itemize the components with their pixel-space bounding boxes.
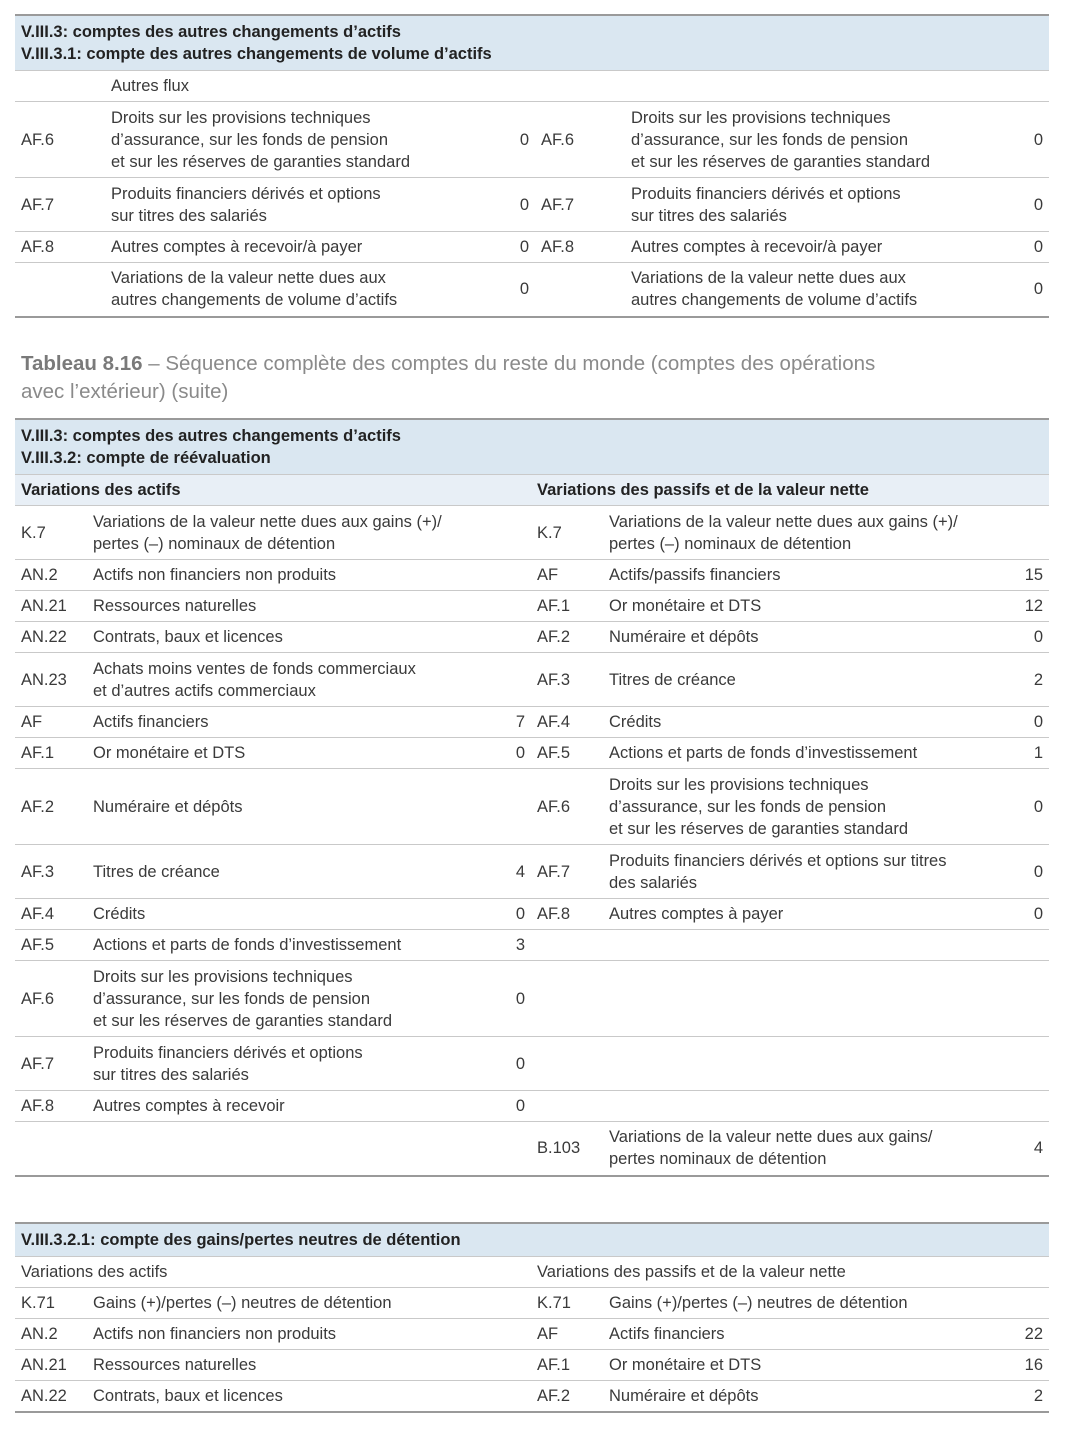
label-line: Contrats, baux et licences: [93, 628, 283, 646]
table-row: [15, 845, 1049, 899]
section-title: [15, 1223, 1049, 1257]
right-value: 0: [945, 178, 1049, 232]
other-flows-row: [15, 71, 1049, 102]
left-value: 0: [425, 232, 535, 263]
right-value: 0: [1009, 622, 1049, 653]
right-label: [603, 1319, 1009, 1350]
right-value: 4: [1009, 1122, 1049, 1176]
right-code: AF: [531, 560, 603, 591]
right-value: 0: [1009, 845, 1049, 899]
right-label: [603, 961, 1009, 1037]
label-line: pertes nominaux de détention: [609, 1150, 827, 1169]
label-line: Variations de la valeur nette dues aux gains (+)/: [93, 512, 442, 531]
label-line: Or monétaire et DTS: [609, 1356, 762, 1374]
label-line: Actifs financiers: [609, 1325, 725, 1343]
left-label: [87, 1037, 493, 1091]
left-code: [15, 263, 105, 317]
right-value: 0: [945, 263, 1049, 317]
left-value: 0: [425, 102, 535, 178]
left-label: [87, 961, 493, 1037]
revaluation-table: [15, 418, 1049, 1177]
label-line: pertes (–) nominaux de détention: [609, 534, 852, 553]
table-row: [15, 232, 1049, 263]
left-code: AN.21: [15, 591, 87, 622]
right-code: AF.7: [535, 178, 625, 232]
right-label: [603, 707, 1009, 738]
left-label: [87, 899, 493, 930]
label-line: Variations de la valeur nette dues aux gains (+)/: [609, 512, 958, 531]
left-value: [493, 1319, 531, 1350]
left-value: [493, 1288, 531, 1319]
right-label: [625, 232, 945, 263]
left-value: [493, 1122, 531, 1176]
empty-cell: [15, 71, 105, 102]
left-label: [87, 1319, 493, 1350]
label-line: Titres de créance: [93, 862, 220, 881]
label-line: pertes (–) nominaux de détention: [93, 534, 336, 553]
label-line: autres changements de volume d’actifs: [111, 291, 398, 310]
section-title-line: V.III.3.1: compte des autres changements de volume d’actifs: [21, 45, 492, 63]
left-value: 0: [493, 738, 531, 769]
left-label: [105, 263, 425, 317]
table-row: [15, 178, 1049, 232]
left-code: AF.8: [15, 232, 105, 263]
right-value: [1009, 961, 1049, 1037]
left-label: [87, 1288, 493, 1319]
left-label: [87, 845, 493, 899]
right-label: [603, 1122, 1009, 1176]
label-line: et sur les réserves de garanties standard: [111, 152, 410, 171]
right-code: AF.4: [531, 707, 603, 738]
left-value: [493, 653, 531, 707]
label-line: Autres comptes à recevoir/à payer: [631, 238, 883, 256]
left-label: [87, 1350, 493, 1381]
label-line: Actifs financiers: [93, 713, 209, 731]
right-label: [603, 622, 1009, 653]
right-code: [531, 1091, 603, 1122]
left-code: AF.6: [15, 961, 87, 1037]
left-value: 3: [493, 930, 531, 961]
left-value: 0: [493, 961, 531, 1037]
left-value: [493, 622, 531, 653]
left-value: [493, 769, 531, 845]
left-value: 4: [493, 845, 531, 899]
right-label: [603, 1037, 1009, 1091]
label-line: Droits sur les provisions techniques: [93, 967, 353, 986]
left-code: AN.2: [15, 1319, 87, 1350]
left-label: [87, 1122, 493, 1176]
right-code: AF: [531, 1319, 603, 1350]
left-code: AN.2: [15, 560, 87, 591]
right-label: [603, 845, 1009, 899]
volume-changes-table: [15, 14, 1049, 318]
label-line: Droits sur les provisions techniques: [609, 775, 869, 794]
left-value: [493, 560, 531, 591]
left-label: [105, 232, 425, 263]
label-line: Autres comptes à recevoir: [93, 1097, 285, 1115]
column-header-row: [15, 1257, 1049, 1288]
right-label: [603, 591, 1009, 622]
table-row: [15, 263, 1049, 317]
right-code: AF.1: [531, 1350, 603, 1381]
right-label: [603, 930, 1009, 961]
right-value: 0: [1009, 899, 1049, 930]
right-code: AF.2: [531, 1381, 603, 1412]
left-code: AF.1: [15, 738, 87, 769]
left-code: AN.22: [15, 1381, 87, 1412]
right-code: AF.8: [531, 899, 603, 930]
label-line: Numéraire et dépôts: [609, 1386, 759, 1405]
left-code: AF.6: [15, 102, 105, 178]
left-code: AF.2: [15, 769, 87, 845]
neutral-gains-table: [15, 1222, 1049, 1413]
right-value: 0: [1009, 707, 1049, 738]
label-line: Actifs/passifs financiers: [609, 566, 781, 584]
label-line: Variations de la valeur nette dues aux: [631, 269, 906, 288]
right-code: AF.7: [531, 845, 603, 899]
label-line: et sur les réserves de garanties standard: [609, 819, 908, 838]
right-column-header: Variations des passifs et de la valeur nette: [531, 475, 1049, 506]
table-row: [15, 506, 1049, 560]
label-line: Ressources naturelles: [93, 597, 257, 615]
left-label: [87, 1381, 493, 1412]
right-value: [1009, 506, 1049, 560]
right-value: 2: [1009, 653, 1049, 707]
table-row: [15, 1319, 1049, 1350]
section-header: [15, 1223, 1049, 1257]
left-code: K.71: [15, 1288, 87, 1319]
right-value: 0: [1009, 769, 1049, 845]
right-label: [603, 653, 1009, 707]
label-line: Droits sur les provisions techniques: [631, 108, 891, 127]
label-line: et sur les réserves de garanties standard: [93, 1011, 392, 1030]
right-code: AF.2: [531, 622, 603, 653]
section-title: [15, 419, 1049, 475]
left-code: AF.8: [15, 1091, 87, 1122]
table-row: [15, 899, 1049, 930]
label-line: Produits financiers dérivés et options: [111, 184, 381, 203]
left-code: AN.23: [15, 653, 87, 707]
right-label: [603, 560, 1009, 591]
label-line: Actifs non financiers non produits: [93, 566, 337, 584]
left-value: [493, 1381, 531, 1412]
right-value: 15: [1009, 560, 1049, 591]
table-row: [15, 591, 1049, 622]
table-row: [15, 560, 1049, 591]
section-title-line: V.III.3: comptes des autres changements d’actifs: [21, 23, 401, 41]
left-code: AF: [15, 707, 87, 738]
label-line: d’assurance, sur les fonds de pension: [93, 989, 371, 1008]
table-row: [15, 1288, 1049, 1319]
label-line: Numéraire et dépôts: [93, 797, 243, 816]
right-value: 0: [945, 232, 1049, 263]
table-row: [15, 769, 1049, 845]
right-column-header: Variations des passifs et de la valeur nette: [531, 1257, 1049, 1288]
label-line: et sur les réserves de garanties standard: [631, 152, 930, 171]
right-label: [603, 1350, 1009, 1381]
right-code: AF.1: [531, 591, 603, 622]
label-line: d’assurance, sur les fonds de pension: [609, 797, 887, 816]
right-code: AF.8: [535, 232, 625, 263]
table-row: [15, 1350, 1049, 1381]
label-line: Numéraire et dépôts: [609, 628, 759, 646]
left-code: AF.7: [15, 178, 105, 232]
right-label: [625, 102, 945, 178]
label-line: Produits financiers dérivés et options sur titres: [609, 851, 947, 870]
right-label: [625, 178, 945, 232]
label-line: Or monétaire et DTS: [93, 744, 246, 762]
label-line: Contrats, baux et licences: [93, 1386, 283, 1405]
right-label: [603, 1288, 1009, 1319]
left-code: AF.4: [15, 899, 87, 930]
table-row: [15, 653, 1049, 707]
label-line: Variations de la valeur nette dues aux: [111, 269, 386, 288]
right-value: 12: [1009, 591, 1049, 622]
left-value: 0: [493, 899, 531, 930]
right-label: [625, 263, 945, 317]
table-row: [15, 1037, 1049, 1091]
left-label: [87, 653, 493, 707]
label-line: Crédits: [93, 905, 146, 923]
label-line: Ressources naturelles: [93, 1356, 257, 1374]
caption-number: Tableau 8.16: [21, 352, 143, 375]
left-value: 0: [425, 263, 535, 317]
label-line: Produits financiers dérivés et options: [93, 1043, 363, 1062]
table-row: [15, 1091, 1049, 1122]
label-line: Crédits: [609, 713, 662, 731]
left-value: 0: [493, 1037, 531, 1091]
label-line: Achats moins ventes de fonds commerciaux: [93, 659, 416, 678]
label-line: Actifs non financiers non produits: [93, 1325, 337, 1343]
left-label: [87, 622, 493, 653]
right-code: [531, 1037, 603, 1091]
right-value: [1009, 1288, 1049, 1319]
left-code: AF.5: [15, 930, 87, 961]
right-label: [603, 1091, 1009, 1122]
left-label: [87, 738, 493, 769]
label-line: Titres de créance: [609, 670, 736, 689]
table-row: [15, 1381, 1049, 1412]
left-code: K.7: [15, 506, 87, 560]
table-row: [15, 961, 1049, 1037]
right-code: B.103: [531, 1122, 603, 1176]
label-line: Produits financiers dérivés et options: [631, 184, 901, 203]
section-header: [15, 419, 1049, 475]
caption-title: – Séquence complète des comptes du reste du monde (comptes des opérations avec l’extérieur) (suite): [21, 352, 876, 403]
column-header-row: [15, 475, 1049, 506]
right-label: [603, 769, 1009, 845]
right-code: [535, 263, 625, 317]
left-code: AN.21: [15, 1350, 87, 1381]
right-label: [603, 899, 1009, 930]
left-code: AF.7: [15, 1037, 87, 1091]
left-label: [87, 769, 493, 845]
right-code: [531, 961, 603, 1037]
label-line: Variations de la valeur nette dues aux gains/: [609, 1128, 933, 1147]
label-line: Droits sur les provisions techniques: [111, 108, 371, 127]
label-line: d’assurance, sur les fonds de pension: [631, 130, 909, 149]
right-value: 1: [1009, 738, 1049, 769]
left-label: [87, 591, 493, 622]
left-label: [87, 1091, 493, 1122]
right-label: [603, 738, 1009, 769]
right-code: K.71: [531, 1288, 603, 1319]
section-title-line: V.III.3.2: compte de réévaluation: [21, 449, 271, 467]
left-value: 0: [493, 1091, 531, 1122]
label-line: Autres comptes à recevoir/à payer: [111, 238, 363, 256]
label-line: sur titres des salariés: [93, 1065, 249, 1084]
table-caption: [21, 350, 921, 406]
left-code: AN.22: [15, 622, 87, 653]
right-code: [531, 930, 603, 961]
right-value: 0: [945, 102, 1049, 178]
left-label: [87, 930, 493, 961]
section-title-line: V.III.3: comptes des autres changements d’actifs: [21, 427, 401, 445]
left-code: AF.3: [15, 845, 87, 899]
left-value: [493, 1350, 531, 1381]
label-line: Gains (+)/pertes (–) neutres de détention: [609, 1294, 908, 1312]
left-value: [493, 506, 531, 560]
table-row: [15, 707, 1049, 738]
label-line: sur titres des salariés: [111, 206, 267, 225]
right-value: [1009, 1091, 1049, 1122]
label-line: Actions et parts de fonds d’investissement: [609, 744, 918, 762]
left-label: [105, 102, 425, 178]
table-row: [15, 1122, 1049, 1176]
label-line: et d’autres actifs commerciaux: [93, 681, 316, 700]
other-flows-label: Autres flux: [105, 71, 1049, 102]
left-column-header: Variations des actifs: [15, 1257, 531, 1288]
left-label: [87, 560, 493, 591]
right-code: K.7: [531, 506, 603, 560]
table-row: [15, 102, 1049, 178]
right-value: [1009, 930, 1049, 961]
left-label: [87, 506, 493, 560]
right-code: AF.6: [531, 769, 603, 845]
left-label: [105, 178, 425, 232]
label-line: Autres comptes à payer: [609, 905, 784, 923]
label-line: d’assurance, sur les fonds de pension: [111, 130, 389, 149]
right-label: [603, 1381, 1009, 1412]
left-value: [493, 591, 531, 622]
left-value: 0: [425, 178, 535, 232]
section-header: [15, 15, 1049, 71]
left-column-header: Variations des actifs: [15, 475, 531, 506]
label-line: sur titres des salariés: [631, 206, 787, 225]
table-row: [15, 738, 1049, 769]
label-line: Or monétaire et DTS: [609, 597, 762, 615]
right-label: [603, 506, 1009, 560]
section-title: [15, 15, 1049, 71]
label-line: des salariés: [609, 873, 698, 892]
left-code: [15, 1122, 87, 1176]
right-code: AF.3: [531, 653, 603, 707]
right-value: 22: [1009, 1319, 1049, 1350]
table-row: [15, 622, 1049, 653]
right-value: [1009, 1037, 1049, 1091]
label-line: Actions et parts de fonds d’investissement: [93, 936, 402, 954]
right-code: AF.6: [535, 102, 625, 178]
label-line: autres changements de volume d’actifs: [631, 291, 918, 310]
right-value: 2: [1009, 1381, 1049, 1412]
label-line: Gains (+)/pertes (–) neutres de détention: [93, 1294, 392, 1312]
left-value: 7: [493, 707, 531, 738]
left-label: [87, 707, 493, 738]
right-code: AF.5: [531, 738, 603, 769]
right-value: 16: [1009, 1350, 1049, 1381]
table-row: [15, 930, 1049, 961]
section-title-line: V.III.3.2.1: compte des gains/pertes neutres de détention: [21, 1231, 461, 1249]
